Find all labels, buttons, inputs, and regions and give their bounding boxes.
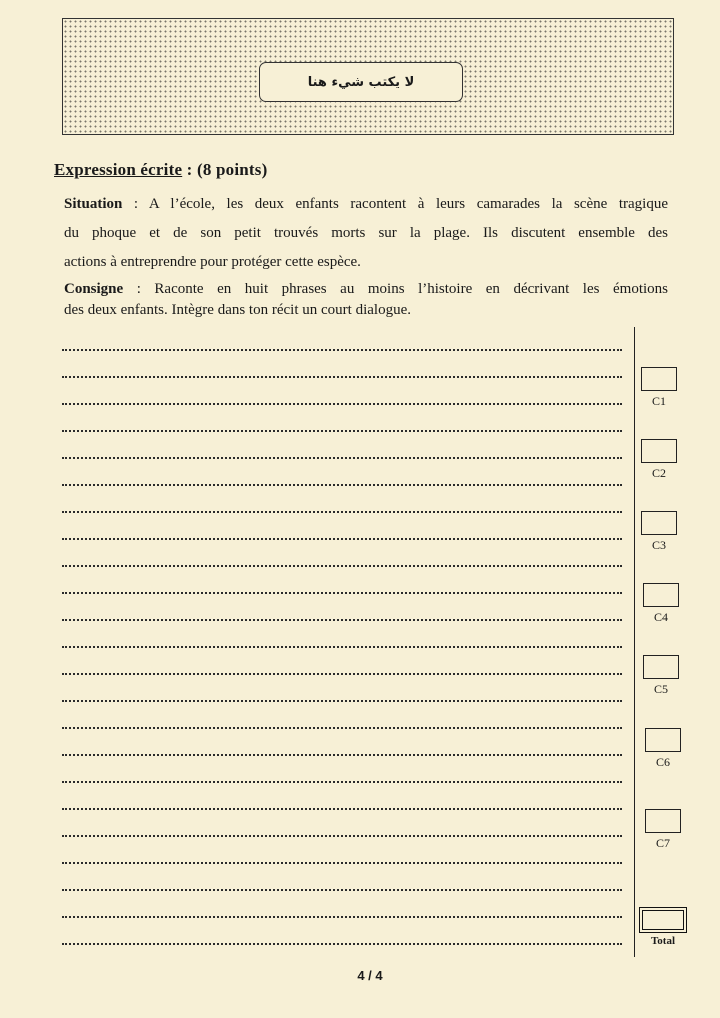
answer-line[interactable] bbox=[62, 511, 622, 513]
criterion-label-c2: C2 bbox=[651, 466, 666, 480]
situation-label: Situation bbox=[64, 196, 123, 212]
consigne-line-1: Consigne : Raconte en huit phrases au moins l’histoire en décrivant les émotions bbox=[64, 281, 668, 297]
total-score-box[interactable] bbox=[639, 907, 687, 933]
situation-line-1: Situation : A l’école, les deux enfants racontent à leurs camarades la scène tragique bbox=[64, 196, 668, 212]
answer-line[interactable] bbox=[62, 430, 622, 432]
criterion-score-box-c3[interactable] bbox=[641, 511, 677, 535]
consigne-label: Consigne bbox=[64, 281, 124, 297]
criterion-label-c4: C4 bbox=[653, 610, 668, 624]
answer-line[interactable] bbox=[62, 538, 622, 540]
answer-line[interactable] bbox=[62, 457, 622, 459]
answer-line[interactable] bbox=[62, 673, 622, 675]
answer-line[interactable] bbox=[62, 862, 622, 864]
margin-divider bbox=[634, 327, 635, 957]
answer-line[interactable] bbox=[62, 565, 622, 567]
section-points: : (8 points) bbox=[182, 160, 268, 179]
criterion-label-c3: C3 bbox=[651, 538, 666, 552]
answer-line[interactable] bbox=[62, 349, 622, 351]
answer-line[interactable] bbox=[62, 808, 622, 810]
criterion-score-box-c2[interactable] bbox=[641, 439, 677, 463]
answer-line[interactable] bbox=[62, 376, 622, 378]
answer-line[interactable] bbox=[62, 727, 622, 729]
total-label: Total bbox=[650, 935, 676, 947]
criterion-score-box-c1[interactable] bbox=[641, 367, 677, 391]
answer-line[interactable] bbox=[62, 943, 622, 945]
answer-line[interactable] bbox=[62, 781, 622, 783]
criterion-score-box-c4[interactable] bbox=[643, 583, 679, 607]
criterion-label-c1: C1 bbox=[651, 394, 666, 408]
criterion-score-box-c6[interactable] bbox=[645, 728, 681, 752]
criterion-score-box-c7[interactable] bbox=[645, 809, 681, 833]
section-title-text: Expression écrite bbox=[54, 160, 183, 179]
answer-line[interactable] bbox=[62, 403, 622, 405]
criterion-label-c5: C5 bbox=[653, 682, 668, 696]
answer-line[interactable] bbox=[62, 484, 622, 486]
no-write-notice: لا يكتب شيء هنا bbox=[259, 62, 463, 102]
criterion-label-c7: C7 bbox=[655, 836, 670, 850]
page-number: 4 / 4 bbox=[357, 968, 383, 983]
answer-line[interactable] bbox=[62, 592, 622, 594]
criterion-score-box-c5[interactable] bbox=[643, 655, 679, 679]
situation-line-2: du phoque et de son petit trouvés morts sur la plage. Ils discutent ensemble des bbox=[64, 225, 668, 241]
section-title bbox=[54, 160, 267, 180]
answer-line[interactable] bbox=[62, 700, 622, 702]
answer-line[interactable] bbox=[62, 835, 622, 837]
situation-line-3: actions à entreprendre pour protéger cette espèce. bbox=[64, 254, 361, 270]
answer-line[interactable] bbox=[62, 646, 622, 648]
answer-line[interactable] bbox=[62, 916, 622, 918]
answer-line[interactable] bbox=[62, 889, 622, 891]
criterion-label-c6: C6 bbox=[655, 755, 670, 769]
consigne-line-2: des deux enfants. Intègre dans ton récit un court dialogue. bbox=[64, 302, 411, 318]
answer-line[interactable] bbox=[62, 619, 622, 621]
answer-line[interactable] bbox=[62, 754, 622, 756]
